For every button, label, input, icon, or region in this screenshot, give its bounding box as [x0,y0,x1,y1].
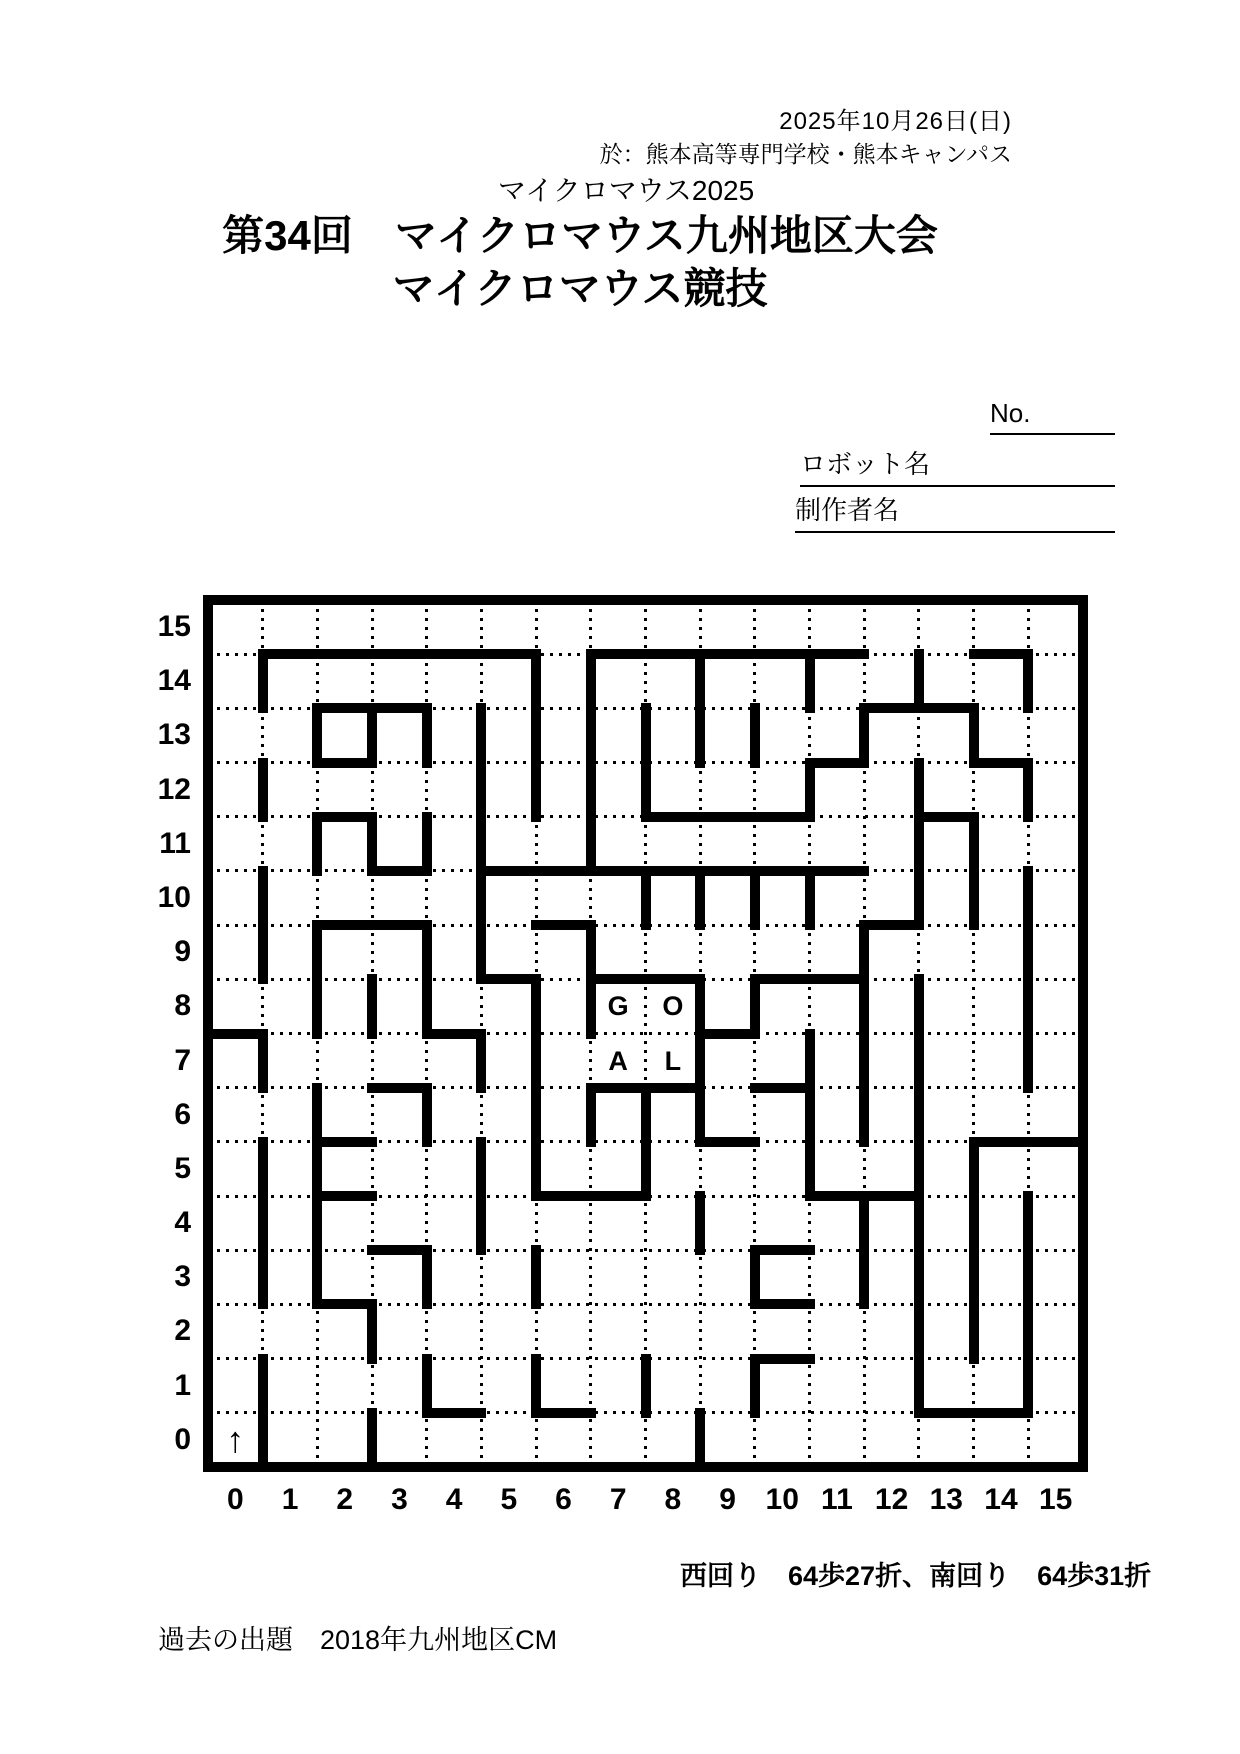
maze-wall-horizontal [641,812,815,822]
goal-letter: G [607,991,629,1022]
maze-wall-vertical [695,649,705,767]
maze-wall-vertical [1023,866,1033,1093]
maze-wall-vertical [476,703,486,984]
maze-wall-vertical [641,1354,651,1418]
maze-wall-vertical [586,649,596,876]
maker-name-field [795,490,1115,533]
maze-wall-vertical [422,812,432,876]
maze-row-label: 0 [174,1422,191,1456]
maker-name-label: 制作者名 [795,495,900,525]
maze-col-label: 6 [555,1483,572,1516]
maze-wall-vertical [805,649,815,713]
maze-wall-vertical [969,703,979,767]
maze-wall-vertical [422,1354,432,1418]
maze-wall-horizontal [258,649,541,659]
maze-row-label: 6 [174,1097,191,1131]
maze-col-label: 0 [227,1483,244,1516]
maze-row-label: 7 [174,1043,191,1077]
maze-grid [157,600,1083,1516]
maze-col-label: 4 [445,1483,463,1516]
maze-wall-vertical [859,703,869,767]
maze-wall-vertical [422,703,432,767]
maze-col-label: 8 [664,1483,682,1516]
maze-wall-vertical [531,1354,541,1418]
maze-col-label: 14 [984,1483,1018,1516]
entry-no-label: No. [990,398,1031,428]
maze-col-label: 3 [391,1483,408,1516]
maze-wall-vertical [695,1191,705,1255]
maze-wall-vertical [258,1029,268,1093]
past-problem-note: 過去の出題 2018年九州地区CM [158,1625,558,1655]
competition-title: マイクロマウス競技 [392,265,768,312]
maze-row-label: 12 [157,772,191,806]
maze-wall-vertical [312,920,322,1038]
maze-col-label: 9 [719,1483,736,1516]
goal-letter: L [664,1045,682,1076]
maze-wall-vertical [1078,595,1088,1472]
maze-wall-vertical [914,649,924,713]
maze-wall-vertical [203,595,213,1472]
maze-row-label: 10 [157,880,191,914]
maze-wall-vertical [258,866,268,984]
maze-row-label: 14 [157,664,191,698]
maze-wall-vertical [1023,649,1033,713]
maze-wall-vertical [367,1408,377,1472]
maze-wall-vertical [531,649,541,822]
maze-wall-vertical [805,758,815,822]
robot-name-label: ロボット名 [800,449,931,479]
start-arrow-icon: ↑ [226,1418,245,1460]
maze-wall-vertical [367,703,377,767]
maze-wall-vertical [750,703,760,767]
maze-col-label: 5 [500,1483,518,1516]
maze-wall-vertical [750,974,760,1038]
maze-wall-horizontal [586,649,869,659]
maze-wall-vertical [914,974,924,1418]
maze-row-label: 13 [157,718,191,752]
maze-wall-vertical [586,1083,596,1147]
maze-wall-horizontal [203,1462,1088,1472]
maze-wall-vertical [750,866,760,930]
maze-wall-vertical [476,1137,486,1255]
maze-wall-vertical [641,866,651,930]
route-stats: 西回り 64歩27折、南回り 64歩31折 [680,1561,1152,1591]
maze-wall-vertical [312,812,322,876]
maze-wall-vertical [695,1408,705,1472]
maze-wall-vertical [969,1137,979,1364]
maze-wall-vertical [805,866,815,930]
maze-wall-vertical [641,1083,651,1201]
maze-row-label: 2 [174,1314,191,1348]
maze-wall-vertical [422,920,432,1038]
maze-wall-vertical [422,1083,432,1147]
maze-wall-vertical [367,812,377,876]
event-title: 第34回 マイクロマウス九州地区大会 [222,212,938,259]
goal-letter: O [662,991,684,1022]
maze-row-label: 3 [174,1260,191,1294]
maze-col-label: 7 [609,1483,627,1516]
maze-wall-vertical [859,920,869,1147]
maze-wall-horizontal [531,1191,650,1201]
maze-wall-horizontal [203,595,1088,605]
maze-wall-vertical [367,974,377,1038]
maze-wall-vertical [750,1245,760,1309]
maze-wall-vertical [476,1029,486,1093]
maze-col-label: 13 [929,1483,963,1516]
maze-wall-vertical [312,703,322,767]
maze-row-label: 15 [157,610,191,643]
maze-wall-horizontal [969,1137,1088,1147]
robot-name-field [800,444,1115,487]
maze-row-label: 8 [174,989,191,1023]
event-venue: 於：熊本高等専門学校・熊本キャンパス [599,141,1012,167]
maze-row-label: 4 [174,1206,191,1240]
maze-wall-horizontal [914,1408,1033,1418]
maze-row-label: 5 [174,1151,191,1185]
maze-wall-vertical [258,758,268,822]
maze-wall-horizontal [750,974,869,984]
maze-col-label: 2 [336,1483,354,1516]
maze-row-label: 11 [159,826,191,860]
maze-wall-vertical [531,974,541,1201]
maze-wall-vertical [695,866,705,930]
maze-wall-vertical [312,1083,322,1310]
maze-wall-vertical [531,1245,541,1309]
maze-row-label: 1 [174,1368,191,1402]
maze-wall-vertical [805,1029,815,1202]
maze-wall-vertical [258,1137,268,1310]
maze-col-label: 12 [874,1483,909,1516]
maze-wall-vertical [258,649,268,713]
maze-wall-vertical [367,1299,377,1363]
maze-col-label: 1 [281,1483,299,1516]
maze-wall-vertical [1023,1191,1033,1418]
maze-col-label: 15 [1038,1483,1073,1516]
maze-wall-vertical [859,1191,869,1309]
entry-no-field [990,398,1115,435]
maze-wall-vertical [750,1354,760,1418]
maze-wall-vertical [969,812,979,930]
maze-col-label: 10 [765,1483,799,1516]
maze-col-label: 11 [821,1483,853,1516]
maze-wall-vertical [1023,758,1033,822]
maze-wall-vertical [914,758,924,931]
maze-wall-horizontal [312,920,431,930]
event-date: 2025年10月26日(日) [779,108,1012,135]
maze-row-label: 9 [174,935,191,969]
series-title: マイクロマウス2025 [497,175,755,206]
maze-wall-vertical [422,1245,432,1309]
maze-wall-vertical [641,703,651,821]
goal-letter: A [608,1045,628,1076]
